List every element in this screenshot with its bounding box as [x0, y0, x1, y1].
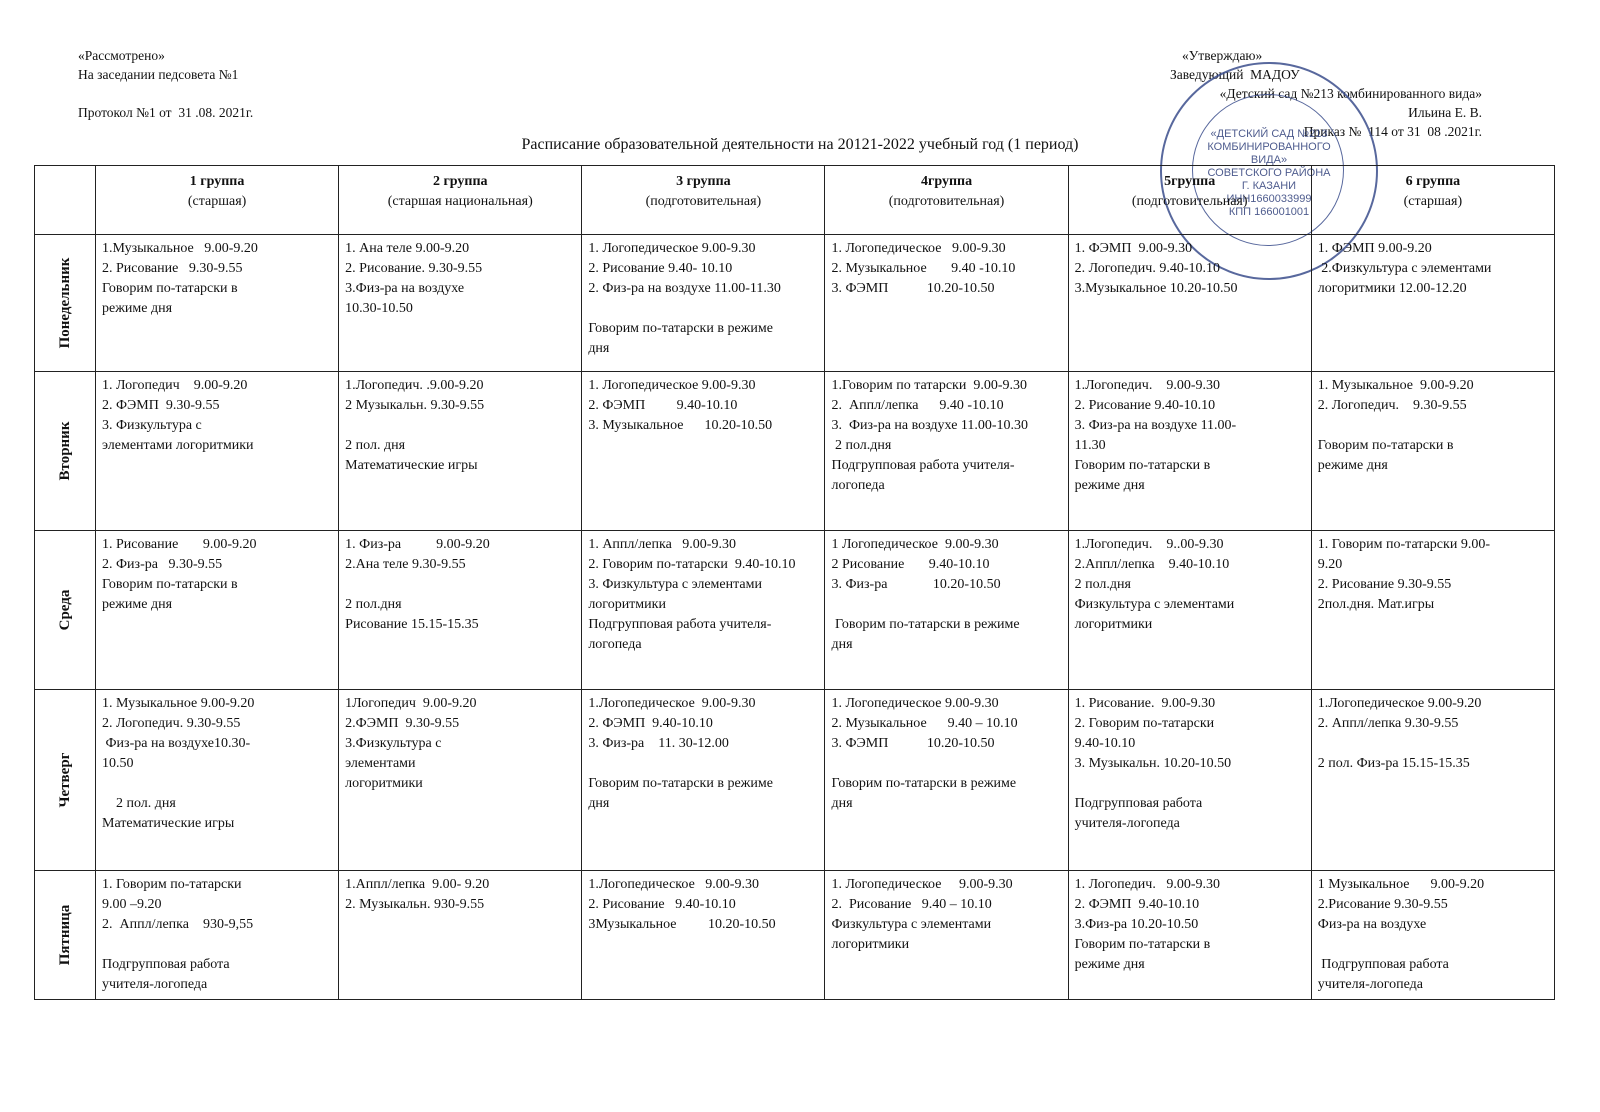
activity-line [588, 299, 818, 319]
activity-line: Говорим по-татарски в режиме [588, 776, 773, 791]
approval-header [78, 46, 253, 122]
activity-line: логоритмики [345, 776, 423, 791]
activity-line [831, 595, 1061, 615]
activity-line: 1.Логопедическое 9.00-9.30 [588, 696, 756, 711]
activity-line: Говорим по-татарски в режиме [588, 321, 773, 336]
approval-line: На заседании педсовета №1 [78, 67, 239, 82]
group-type: (старшая) [1403, 194, 1463, 209]
activity-line: 1.Логопедич. 9..00-9.30 [1074, 537, 1224, 552]
activity-line: 1. Аппл/лепка 9.00-9.30 [588, 537, 736, 552]
schedule-cell [1068, 690, 1311, 871]
activity-line: 1. Музыкальное 9.00-9.20 [102, 696, 255, 711]
schedule-cell [96, 531, 339, 690]
activity-line: 2 Рисование 9.40-10.10 [831, 557, 990, 572]
group-name: 5группа [1164, 174, 1216, 189]
activity-line: логоритмики [1074, 617, 1153, 632]
day-row [35, 871, 1555, 1000]
group-name: 4группа [921, 174, 973, 189]
stamp-line: КПП 166001001 [1228, 206, 1310, 218]
activity-line: Математические игры [345, 458, 478, 473]
schedule-cell [825, 235, 1068, 372]
activity-line: логоритмики [831, 937, 910, 952]
activity-line: 2. Рисование 9.40-10.10 [588, 897, 736, 912]
activity-line: логопеда [588, 637, 642, 652]
activity-line: логопеда [831, 478, 885, 493]
activity-line: Рисование 15.15-15.35 [345, 617, 479, 632]
schedule-cell [582, 372, 825, 531]
day-row [35, 531, 1555, 690]
activity-line: 2. Говорим по-татарски 9.40-10.10 [588, 557, 796, 572]
activity-line: 1 Музыкальное 9.00-9.20 [1317, 877, 1485, 892]
activity-line: элементами [345, 756, 416, 771]
activity-line: 2. Логопедич. 9.40-10.10 [1074, 261, 1221, 276]
group-header [1068, 166, 1311, 235]
schedule-cell [1068, 372, 1311, 531]
confirm-line: Ильина Е. В. [1408, 105, 1482, 120]
activity-line: 1. Логопедическое 9.00-9.30 [831, 877, 1013, 892]
activity-line: 2. Логопедич. 9.30-9.55 [102, 716, 241, 731]
activity-line: 2пол.дня. Мат.игры [1317, 597, 1435, 612]
activity-line: логоритмики 12.00-12.20 [1317, 281, 1467, 296]
schedule-cell [339, 235, 582, 372]
schedule-cell [96, 372, 339, 531]
activity-line: 2.Ана теле 9.30-9.55 [345, 557, 466, 572]
group-name: 2 группа [432, 174, 488, 189]
activity-line: 3. Физкультура с элементами [588, 577, 762, 592]
activity-line: Подгрупповая работа [1074, 796, 1203, 811]
activity-line: 3. Физкультура с [102, 418, 202, 433]
activity-line: 2.Рисование 9.30-9.55 [1317, 897, 1448, 912]
activity-line: 9.20 [1317, 557, 1343, 572]
activity-line: Подгрупповая работа учителя- [588, 617, 772, 632]
activity-line: 3.Физкультура с [345, 736, 442, 751]
activity-line: 9.40-10.10 [1074, 736, 1136, 751]
activity-line: режиме дня [102, 301, 173, 316]
activity-line [102, 935, 332, 955]
activity-line: 2. Физ-ра 9.30-9.55 [102, 557, 223, 572]
activity-line: 1. ФЭМП 9.00-9.30 [1074, 241, 1193, 256]
activity-line: 1. Рисование. 9.00-9.30 [1074, 696, 1216, 711]
day-label: Пятница [57, 904, 73, 966]
schedule-cell [96, 690, 339, 871]
stamp-line: ВИДА» [1250, 154, 1288, 166]
schedule-cell [1068, 871, 1311, 1000]
activity-line [1318, 935, 1548, 955]
approval-line: Протокол №1 от 31 .08. 2021г. [78, 105, 254, 120]
stamp-line: «ДЕТСКИЙ САД №213 [1210, 128, 1328, 140]
approval-line [78, 84, 253, 103]
activity-line: 10.50 [102, 756, 134, 771]
activity-line: 3.Физ-ра 10.20-10.50 [1074, 917, 1199, 932]
activity-line: учителя-логопеда [1074, 816, 1180, 831]
activity-line: 2. Музыкальн. 930-9.55 [345, 897, 485, 912]
day-row [35, 372, 1555, 531]
activity-line: 1. Логопедическое 9.00-9.30 [588, 378, 756, 393]
activity-line: 2. ФЭМП 9.40-10.10 [588, 398, 738, 413]
activity-line: 3.Музыкальное 10.20-10.50 [1074, 281, 1238, 296]
activity-line [345, 416, 575, 436]
activity-line: 1. Музыкальное 9.00-9.20 [1317, 378, 1474, 393]
activity-line: дня [588, 341, 610, 356]
activity-line: 2. Аппл/лепка 930-9,55 [102, 917, 254, 932]
activity-line: 2. Рисование 9.30-9.55 [1317, 577, 1452, 592]
group-name: 6 группа [1405, 174, 1461, 189]
activity-line: 2. Музыкальное 9.40 – 10.10 [831, 716, 1018, 731]
activity-line: Говорим по-татарски в [1317, 438, 1454, 453]
activity-line: 1. Логопедическое 9.00-9.30 [588, 241, 756, 256]
schedule-cell [339, 531, 582, 690]
activity-line [1318, 416, 1548, 436]
activity-line: Говорим по-татарски в режиме [831, 617, 1020, 632]
activity-line: 1.Логопедическое 9.00-9.30 [588, 877, 759, 892]
group-header [825, 166, 1068, 235]
confirm-line: «Утверждаю» [1182, 48, 1263, 63]
activity-line: 3. Физ-ра на воздухе 11.00- [1074, 418, 1237, 433]
activity-line: Говорим по-татарски в [102, 281, 238, 296]
day-label-cell [35, 235, 96, 372]
activity-line: 2. Аппл/лепка 9.40 -10.10 [831, 398, 1004, 413]
schedule-cell [582, 871, 825, 1000]
activity-line: 2.ФЭМП 9.30-9.55 [345, 716, 460, 731]
activity-line: Подгрупповая работа [102, 957, 230, 972]
activity-line: режиме дня [1074, 478, 1145, 493]
activity-line: 2 пол. Физ-ра 15.15-15.35 [1317, 756, 1470, 771]
activity-line [1318, 734, 1548, 754]
activity-line: 2. Логопедич. 9.30-9.55 [1317, 398, 1467, 413]
activity-line: 2. Музыкальное 9.40 -10.10 [831, 261, 1016, 276]
activity-line: 1 Логопедическое 9.00-9.30 [831, 537, 999, 552]
group-type: (подготовительная) [888, 194, 1005, 209]
activity-line: Подгрупповая работа [1317, 957, 1449, 972]
schedule-cell [825, 531, 1068, 690]
activity-line [345, 575, 575, 595]
stamp-line: Г. КАЗАНИ [1241, 180, 1297, 192]
group-header [582, 166, 825, 235]
activity-line: 1. ФЭМП 9.00-9.20 [1317, 241, 1432, 256]
activity-line: 2. Рисование 9.40- 10.10 [588, 261, 733, 276]
schedule-cell [582, 531, 825, 690]
activity-line: 3Музыкальное 10.20-10.50 [588, 917, 776, 932]
activity-line: 1. Рисование 9.00-9.20 [102, 537, 257, 552]
activity-line: 2. Рисование 9.40-10.10 [1074, 398, 1216, 413]
activity-line: 3. Физ-ра на воздухе 11.00-10.30 [831, 418, 1029, 433]
activity-line: учителя-логопеда [1317, 977, 1423, 992]
schedule-body [35, 235, 1555, 1000]
group-header-row [35, 166, 1555, 235]
schedule-cell [1311, 235, 1554, 372]
schedule-cell [96, 871, 339, 1000]
activity-line: 2 Музыкальн. 9.30-9.55 [345, 398, 485, 413]
group-name: 3 группа [676, 174, 731, 189]
activity-line: 3. Музыкальн. 10.20-10.50 [1074, 756, 1232, 771]
activity-line: Говорим по-татарски в [102, 577, 238, 592]
activity-line: 3.Физ-ра на воздухе [345, 281, 465, 296]
schedule-cell [1311, 690, 1554, 871]
activity-line: 1.Музыкальное 9.00-9.20 [102, 241, 258, 256]
activity-line: 2. ФЭМП 9.40-10.10 [588, 716, 713, 731]
activity-line: 2 пол.дня [345, 597, 402, 612]
activity-line: режиме дня [102, 597, 173, 612]
activity-line: дня [831, 796, 853, 811]
activity-line: 2 пол. дня [102, 796, 176, 811]
activity-line: режиме дня [1317, 458, 1388, 473]
day-row [35, 690, 1555, 871]
group-header [96, 166, 339, 235]
activity-line: логоритмики [588, 597, 666, 612]
day-label-cell [35, 690, 96, 871]
activity-line: 1.Логопедич. 9.00-9.30 [1074, 378, 1221, 393]
activity-line: 1Логопедич 9.00-9.20 [345, 696, 477, 711]
activity-line: 9.00 –9.20 [102, 897, 162, 912]
schedule-cell [582, 690, 825, 871]
activity-line: 1.Логопедич. .9.00-9.20 [345, 378, 484, 393]
group-type: (старшая) [187, 194, 247, 209]
activity-line [831, 754, 1061, 774]
activity-line: 3. ФЭМП 10.20-10.50 [831, 281, 995, 296]
schedule-cell [825, 871, 1068, 1000]
activity-line: 1. Физ-ра 9.00-9.20 [345, 537, 490, 552]
activity-line: 2. Аппл/лепка 9.30-9.55 [1317, 716, 1459, 731]
activity-line: Физкультура с элементами [831, 917, 992, 932]
activity-line: режиме дня [1074, 957, 1145, 972]
schedule-cell [339, 372, 582, 531]
activity-line: 2. ФЭМП 9.40-10.10 [1074, 897, 1200, 912]
activity-line: 2.Аппл/лепка 9.40-10.10 [1074, 557, 1230, 572]
activity-line: Физ-ра на воздухе10.30- [102, 736, 251, 751]
group-name: 1 группа [189, 174, 245, 189]
stamp-line: КОМБИНИРОВАННОГО [1207, 141, 1331, 153]
schedule-cell [339, 690, 582, 871]
activity-line: 2 пол.дня [1074, 577, 1131, 592]
activity-line: 2. Физ-ра на воздухе 11.00-11.30 [588, 281, 781, 296]
activity-line: 2. Рисование. 9.30-9.55 [345, 261, 483, 276]
day-label: Вторник [57, 421, 73, 481]
activity-line: 2 пол.дня [831, 438, 892, 453]
activity-line: Физ-ра на воздухе [1317, 917, 1427, 932]
activity-line: дня [831, 637, 853, 652]
group-type: (подготовительная) [645, 194, 762, 209]
schedule-cell [1068, 235, 1311, 372]
schedule-cell [1068, 531, 1311, 690]
activity-line: 1. Ана теле 9.00-9.20 [345, 241, 470, 256]
stamp-line: ИНН1660033999 [1226, 193, 1312, 205]
page-title: Расписание образовательной деятельности на 20121-2022 учебный год (1 период) [521, 136, 1079, 153]
activity-line: 1. Говорим по-татарски [102, 877, 242, 892]
activity-line: 1. Логопедич. 9.00-9.30 [1074, 877, 1221, 892]
day-label: Понедельник [57, 257, 73, 349]
activity-line: 2 пол. дня [345, 438, 406, 453]
activity-line [1075, 774, 1305, 794]
schedule-cell [96, 235, 339, 372]
group-header [339, 166, 582, 235]
group-type: (подготовительная) [1131, 194, 1248, 209]
schedule-cell [825, 690, 1068, 871]
activity-line [102, 774, 332, 794]
day-label-cell [35, 372, 96, 531]
activity-line: Математические игры [102, 816, 235, 831]
approval-line: «Рассмотрено» [78, 48, 165, 63]
activity-line: дня [588, 796, 610, 811]
activity-line: 1. Говорим по-татарски 9.00- [1317, 537, 1490, 552]
activity-line [588, 754, 818, 774]
schedule-cell [1311, 531, 1554, 690]
activity-line: 2. Рисование 9.30-9.55 [102, 261, 243, 276]
activity-line: 3. Музыкальное 10.20-10.50 [588, 418, 773, 433]
schedule-table [34, 165, 1555, 1000]
schedule-cell [1311, 871, 1554, 1000]
activity-line: 1. Логопедическое 9.00-9.30 [831, 696, 999, 711]
group-header [1311, 166, 1554, 235]
corner-cell [35, 166, 96, 235]
confirm-line: Приказ № 114 от 31 08 .2021г. [1303, 124, 1482, 139]
activity-line: 1. Логопедическое 9.00-9.30 [831, 241, 1006, 256]
activity-line: 3. ФЭМП 10.20-10.50 [831, 736, 995, 751]
activity-line: 2.Физкультура с элементами [1317, 261, 1492, 276]
schedule-cell [1311, 372, 1554, 531]
day-label-cell [35, 871, 96, 1000]
activity-line: 1. Логопедич 9.00-9.20 [102, 378, 248, 393]
day-label: Среда [57, 589, 73, 631]
stamp-line: СОВЕТСКОГО РАЙОНА [1207, 167, 1331, 179]
confirm-line: «Детский сад №213 комбинированного вида» [1219, 86, 1482, 101]
activity-line: 1.Аппл/лепка 9.00- 9.20 [345, 877, 490, 892]
schedule-cell [339, 871, 582, 1000]
activity-line: 2. Говорим по-татарски [1074, 716, 1215, 731]
activity-line: 10.30-10.50 [345, 301, 413, 316]
activity-line: 11.30 [1074, 438, 1106, 453]
activity-line: 3. Физ-ра 11. 30-12.00 [588, 736, 729, 751]
activity-line: 3. Физ-ра 10.20-10.50 [831, 577, 1001, 592]
activity-line: Физкультура с элементами [1074, 597, 1235, 612]
confirm-line: Заведующий МАДОУ [1170, 67, 1300, 82]
activity-line: 2. ФЭМП 9.30-9.55 [102, 398, 220, 413]
activity-line: Говорим по-татарски в режиме [831, 776, 1017, 791]
activity-line: 1.Говорим по татарски 9.00-9.30 [831, 378, 1028, 393]
day-label-cell [35, 531, 96, 690]
activity-line: Говорим по-татарски в [1074, 937, 1211, 952]
activity-line: Говорим по-татарски в [1074, 458, 1211, 473]
group-type: (старшая национальная) [387, 194, 533, 209]
activity-line: учителя-логопеда [102, 977, 208, 992]
activity-line: элементами логоритмики [102, 438, 254, 453]
day-row [35, 235, 1555, 372]
schedule-cell [582, 235, 825, 372]
activity-line: 2. Рисование 9.40 – 10.10 [831, 897, 992, 912]
day-label: Четверг [57, 752, 73, 808]
activity-line: 1.Логопедическое 9.00-9.20 [1317, 696, 1482, 711]
activity-line: Подгрупповая работа учителя- [831, 458, 1015, 473]
schedule-cell [825, 372, 1068, 531]
